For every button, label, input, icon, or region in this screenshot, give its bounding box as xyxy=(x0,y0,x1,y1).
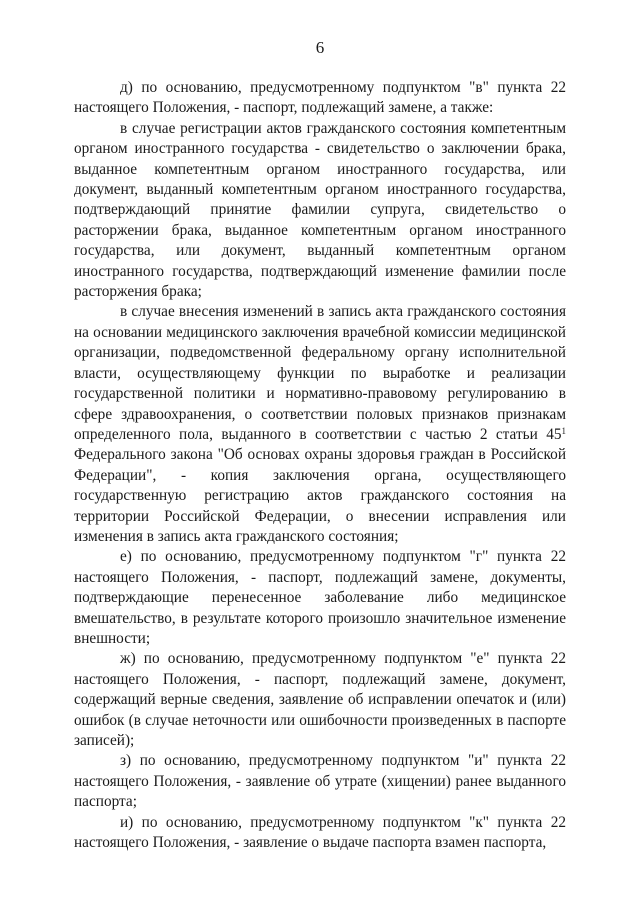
paragraph-foreign-registration: в случае регистрации актов гражданского состояния компетентным органом иностранного государства - свидетельство о заключении брака, выданное компетентным органом иностранного государства, или документ, выданный компетентным органом иностранного государства, подтверждающий принятие фамилии супруга, свидетельство о расторжении брака, выданное компетентным органом иностранного государства, или документ, выданный компетентным органом иностранного государства, подтверждающий изменение фамилии после расторжения брака; xyxy=(74,119,566,301)
paragraph-medical-conclusion xyxy=(74,302,566,547)
medical-text-part-2: Федерального закона "Об основах охраны здоровья граждан в Российской Федерации", - копия заключения органа, осуществляющего государственную регистрацию актов гражданского состояния на территории Российской Федерации, о внесении исправления или изменения в запись акта гражданского состояния; xyxy=(74,446,566,545)
medical-text-part-1: в случае внесения изменений в запись акта гражданского состояния на основании медицинского заключения врачебной комиссии медицинской организации, подведомственной федеральному органу исполнительной власти, осуществляющему функции по выработке и реализации государственной политики и нормативно-правовому регулированию в сфере здравоохранения, о соответствии половых признаков признакам определенного пола, выданного в соответствии с частью 2 статьи 45 xyxy=(74,303,566,443)
page-number: 6 xyxy=(315,38,325,57)
paragraph-i: и) по основанию, предусмотренному подпунктом "к" пункта 22 настоящего Положения, - заявление о выдаче паспорта взамен паспорта, xyxy=(74,813,566,852)
paragraph-e: е) по основанию, предусмотренному подпунктом "г" пункта 22 настоящего Положения, - паспорт, подлежащий замене, документы, подтверждающие перенесенное заболевание либо медицинское вмешательство, в результате которого произошло значительное изменение внешности; xyxy=(74,548,566,647)
document-body xyxy=(74,78,566,853)
paragraph-zh: ж) по основанию, предусмотренному подпунктом "е" пункта 22 настоящего Положения, - паспорт, подлежащий замене, документ, содержащий верные сведения, заявление об исправлении опечаток и (или) ошибок (в случае неточности или ошибочности произведенных в паспорте записей); xyxy=(74,650,566,749)
paragraph-d: д) по основанию, предусмотренному подпунктом "в" пункта 22 настоящего Положения, - паспорт, подлежащий замене, а также: xyxy=(74,79,566,117)
paragraph-z: з) по основанию, предусмотренному подпунктом "и" пункта 22 настоящего Положения, - заявление об утрате (хищении) ранее выданного паспорта; xyxy=(74,752,566,811)
footnote-superscript: 1 xyxy=(561,425,566,436)
